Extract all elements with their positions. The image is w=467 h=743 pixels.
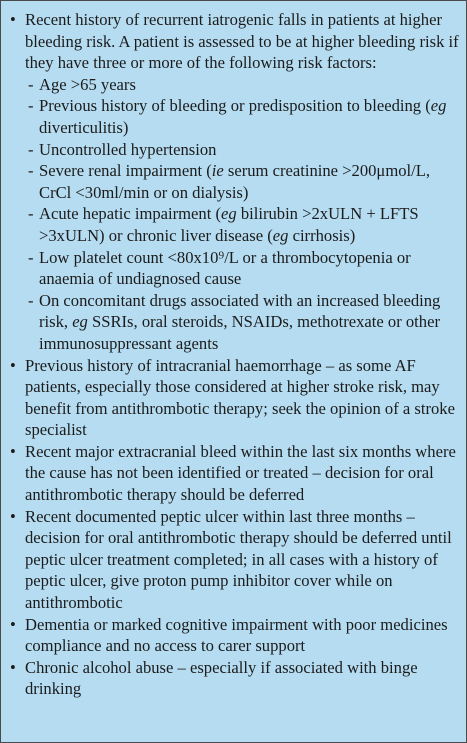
sub-item-text: Age >65 years [39, 74, 136, 94]
dash-icon: - [28, 247, 34, 267]
item-text: Recent documented peptic ulcer within last three months – decision for oral antithrombotic therapy should be deferred until peptic ulcer treatment completed; in all cases with a history of peptic ulcer, give proton pump inhibitor cover while on antithrombotic [25, 506, 452, 613]
dash-icon: - [28, 290, 34, 310]
sub-item-text: Low platelet count <80x10⁹/L or a thrombocytopenia or anaemia of undiagnosed cause [39, 247, 411, 289]
list-item-alcohol [7, 657, 460, 700]
dash-icon: - [28, 161, 34, 181]
list-item-dementia [7, 614, 460, 657]
bullet-icon: • [10, 506, 16, 526]
bullet-icon: • [10, 441, 16, 461]
sub-item-text: Previous history of bleeding or predisposition to bleeding (eg diverticulitis) [39, 96, 447, 137]
list-item-falls [7, 9, 460, 355]
item-text: Previous history of intracranial haemorrhage – as some AF patients, especially those considered at higher stroke risk, may benefit from antithrombotic therapy; seek the opinion of a stroke specialist [25, 355, 455, 440]
dash-icon: - [28, 96, 34, 116]
item-text: Chronic alcohol abuse – especially if associated with binge drinking [25, 657, 418, 699]
bullet-icon: • [10, 355, 16, 375]
dash-icon: - [28, 74, 34, 94]
sub-item [25, 203, 460, 246]
bullet-icon: • [10, 614, 16, 634]
sub-item-text: Uncontrolled hypertension [39, 139, 217, 159]
bullet-icon: • [10, 657, 16, 677]
sub-item-text: Severe renal impairment (ie serum creatinine >200μmol/L, CrCl <30ml/min or on dialysis) [39, 161, 431, 202]
risk-factor-list [25, 74, 460, 355]
sub-item [25, 247, 460, 290]
criteria-list [7, 9, 460, 700]
dash-icon: - [28, 139, 34, 159]
list-item-peptic-ulcer [7, 506, 460, 614]
sub-item [25, 139, 460, 161]
bullet-icon: • [10, 10, 16, 29]
list-item-extracranial-bleed [7, 441, 460, 506]
sub-item [25, 95, 460, 138]
sub-item [25, 74, 460, 96]
dash-icon: - [28, 204, 34, 224]
sub-item [25, 290, 460, 355]
list-item-intracranial-haemorrhage [7, 355, 460, 441]
sub-item [25, 160, 460, 203]
item-text: Recent history of recurrent iatrogenic falls in patients at higher bleeding risk. A patient is assessed to be at higher bleeding risk if they have three or more of the following risk factors: [25, 10, 459, 73]
item-text: Recent major extracranial bleed within the last six months where the cause has not been identified or treated – decision for oral antithrombotic therapy should be deferred [25, 441, 456, 505]
sub-item-text: On concomitant drugs associated with an increased bleeding risk, eg SSRIs, oral steroids, NSAIDs, methotrexate or other immunosuppressant agents [39, 290, 441, 353]
sub-item-text: Acute hepatic impairment (eg bilirubin >2xULN + LFTS >3xULN) or chronic liver disease (eg cirrhosis) [39, 204, 419, 245]
item-text: Dementia or marked cognitive impairment with poor medicines compliance and no access to carer support [25, 614, 448, 656]
